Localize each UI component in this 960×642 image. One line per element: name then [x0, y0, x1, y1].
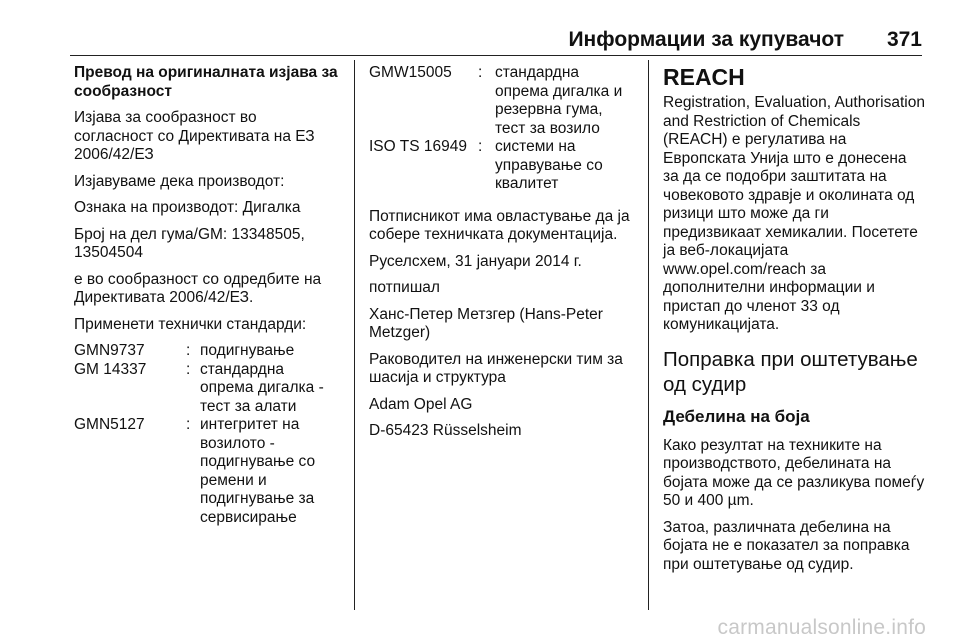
- collision-repair-heading: Поправка при оштетување од судир: [663, 347, 918, 396]
- standard-description: подигнување: [200, 342, 295, 359]
- page-number: 371: [886, 28, 922, 51]
- declaration-heading: Превод на оригиналната изјава за сообразност: [74, 64, 338, 100]
- reach-heading: REACH: [663, 64, 745, 90]
- standard-description: системи на управување со квалитет: [495, 138, 603, 192]
- standard-code: ISO TS 16949: [369, 138, 467, 155]
- company-name: Adam Opel AG: [369, 395, 473, 413]
- company-address: D-65423 Rüsselsheim: [369, 422, 522, 439]
- signed-label: потпишал: [369, 279, 440, 296]
- column-divider-right: [648, 60, 649, 610]
- paragraph: Изјава за сообразност во согласност со Директивата на ЕЗ 2006/42/ЕЗ: [74, 109, 315, 163]
- standard-row: [369, 138, 635, 194]
- standards-list: [74, 342, 340, 527]
- standard-description: стандардна опрема дигалка - тест за алати: [200, 360, 324, 415]
- paragraph: Изјавуваме дека производот:: [74, 172, 285, 190]
- date-line: Руселсхем, 31 јануари 2014 г.: [369, 252, 582, 270]
- signatory-name: Ханс-Петер Метзгер (Hans-Peter Metzger): [369, 305, 603, 341]
- standard-row: [74, 416, 340, 527]
- paint-thickness-heading: Дебелина на боја: [663, 406, 810, 426]
- standard-code: GMW15005: [369, 64, 452, 81]
- standard-separator: :: [478, 64, 483, 81]
- paragraph: Ознака на производот: Дигалка: [74, 199, 301, 216]
- watermark: carmanualsonline.info: [717, 616, 926, 639]
- reach-paragraph: Registration, Evaluation, Authorisation and Restriction of Chemicals (REACH) е регулатива на Европската Унија што е донесена за да се подобри заштитата на човековото здравје и околината од ризици што може да ги предизвикаат хемикалии. Посетете ја веб-локацијата www.opel.com/reach за дополнителни информации и пристап до членот 33 од комуникацијата.: [663, 94, 925, 333]
- paragraph: е во сообразност со одредбите на Директивата 2006/42/ЕЗ.: [74, 270, 322, 306]
- paragraph: Применети технички стандарди:: [74, 315, 307, 333]
- standard-code: GM 14337: [74, 360, 147, 378]
- header-divider: [70, 55, 922, 56]
- column-middle: [369, 64, 635, 449]
- paragraph: Број на дел гума/GM: 13348505, 13504504: [74, 225, 305, 261]
- page-title: Информации за купувачот: [568, 28, 844, 51]
- standard-separator: :: [186, 342, 191, 359]
- page-header: [0, 28, 960, 54]
- standard-separator: :: [478, 138, 483, 155]
- standard-description: интегритет на возилото - подигнување со ремени и подигнување за сервисирање: [200, 416, 316, 526]
- standards-list-continued: [369, 64, 635, 194]
- paragraph: Како резултат на техниките на производството, дебелината на бојата може да се разликува помеѓу 50 и 400 µm.: [663, 436, 925, 509]
- signatory-role: Раководител на инженерски тим за шасија и структура: [369, 350, 623, 386]
- standard-row: [74, 342, 340, 361]
- column-left: [74, 64, 340, 535]
- standard-code: GMN9737: [74, 342, 145, 359]
- paragraph: Потписникот има овластување да ја собере техничката документација.: [369, 207, 630, 243]
- standard-code: GMN5127: [74, 416, 145, 433]
- standard-description: стандардна опрема дигалка и резервна гума, тест за возило: [495, 64, 623, 137]
- standard-row: [74, 361, 340, 417]
- column-right: [663, 64, 925, 582]
- standard-separator: :: [186, 360, 191, 378]
- standard-separator: :: [186, 416, 191, 433]
- column-divider-left: [354, 60, 355, 610]
- standard-row: [369, 64, 635, 138]
- paragraph: Затоа, различната дебелина на бојата не е показател за поправка при оштетување од судир.: [663, 518, 910, 573]
